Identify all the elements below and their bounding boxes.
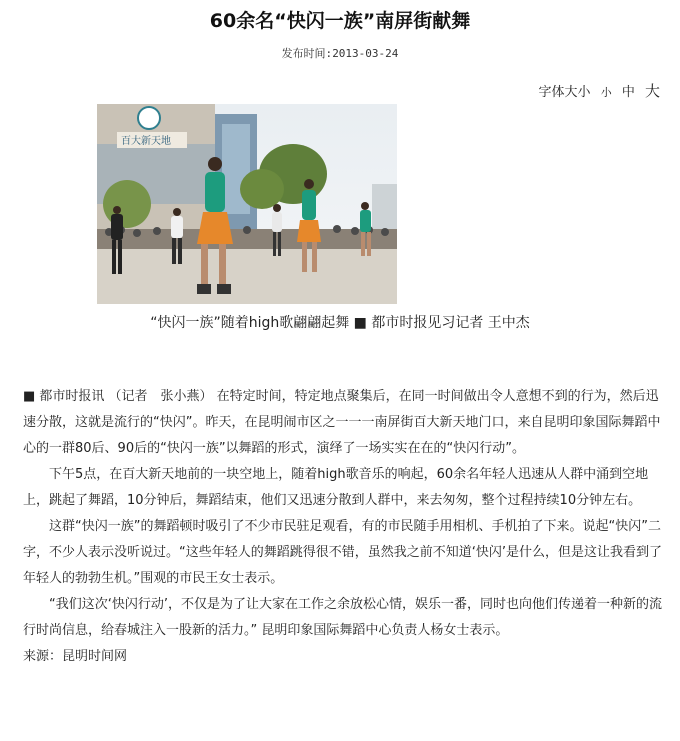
photo-sign-text: 百大新天地: [121, 136, 171, 147]
photo-caption: “快闪一族”随着high歌翩翩起舞 ■ 都市时报见习记者 王中杰: [150, 315, 530, 331]
article-title: 60余名“快闪一族”南屏街献舞: [209, 10, 471, 32]
article-source: 来源：昆明时间网: [23, 649, 128, 664]
article-paragraph: 这群“快闪一族”的舞蹈顿时吸引了不少市民驻足观看，有的市民随手用相机、手机拍了下来。说起“快闪”二字，不少人表示没听说过。“这些年轻人的舞蹈跳得很不错，虽然我之前不知道‘快闪’是什么，但是这让我看到了年轻人的勃勃生机。”围观的市民王女士表示。: [23, 519, 663, 586]
article-paragraph: 下午5点，在百大新天地前的一块空地上，随着high歌音乐的响起，60余名年轻人迅速从人群中涌到空地上，跳起了舞蹈，10分钟后，舞蹈结束，他们又迅速分散到人群中，来去匆匆，整个过程持续10分钟左右。: [23, 467, 649, 508]
article-body: [23, 384, 663, 670]
publish-label: 发布时间:: [281, 47, 333, 60]
article-paragraph: ■ 都市时报讯 （记者 张小燕） 在特定时间，特定地点聚集后，在同一时间做出令人意想不到的行为，然后迅速分散，这就是流行的“快闪”。昨天，在昆明闹市区之一一一南屏街百大新天地门口，来自昆明印象国际舞蹈中心的一群80后、90后的“快闪一族”以舞蹈的形式，演绎了一场实实在在的“快闪行动”。: [23, 389, 661, 456]
font-size-medium-link[interactable]: 中: [621, 85, 635, 100]
news-photo: [97, 104, 397, 304]
font-size-controls: [539, 80, 660, 101]
publish-date: 2013-03-24: [332, 47, 399, 60]
font-size-label: 字体大小: [538, 85, 591, 100]
font-size-large-link[interactable]: 大: [644, 82, 660, 100]
article-paragraph: “我们这次‘快闪行动’，不仅是为了让大家在工作之余放松心情，娱乐一番，同时也向他们传递着一种新的流行时尚信息，给春城注入一股新的活力。” 昆明印象国际舞蹈中心负责人杨女士表示。: [23, 597, 663, 638]
font-size-small-link[interactable]: 小: [600, 86, 612, 99]
publish-date-line: [0, 45, 680, 61]
